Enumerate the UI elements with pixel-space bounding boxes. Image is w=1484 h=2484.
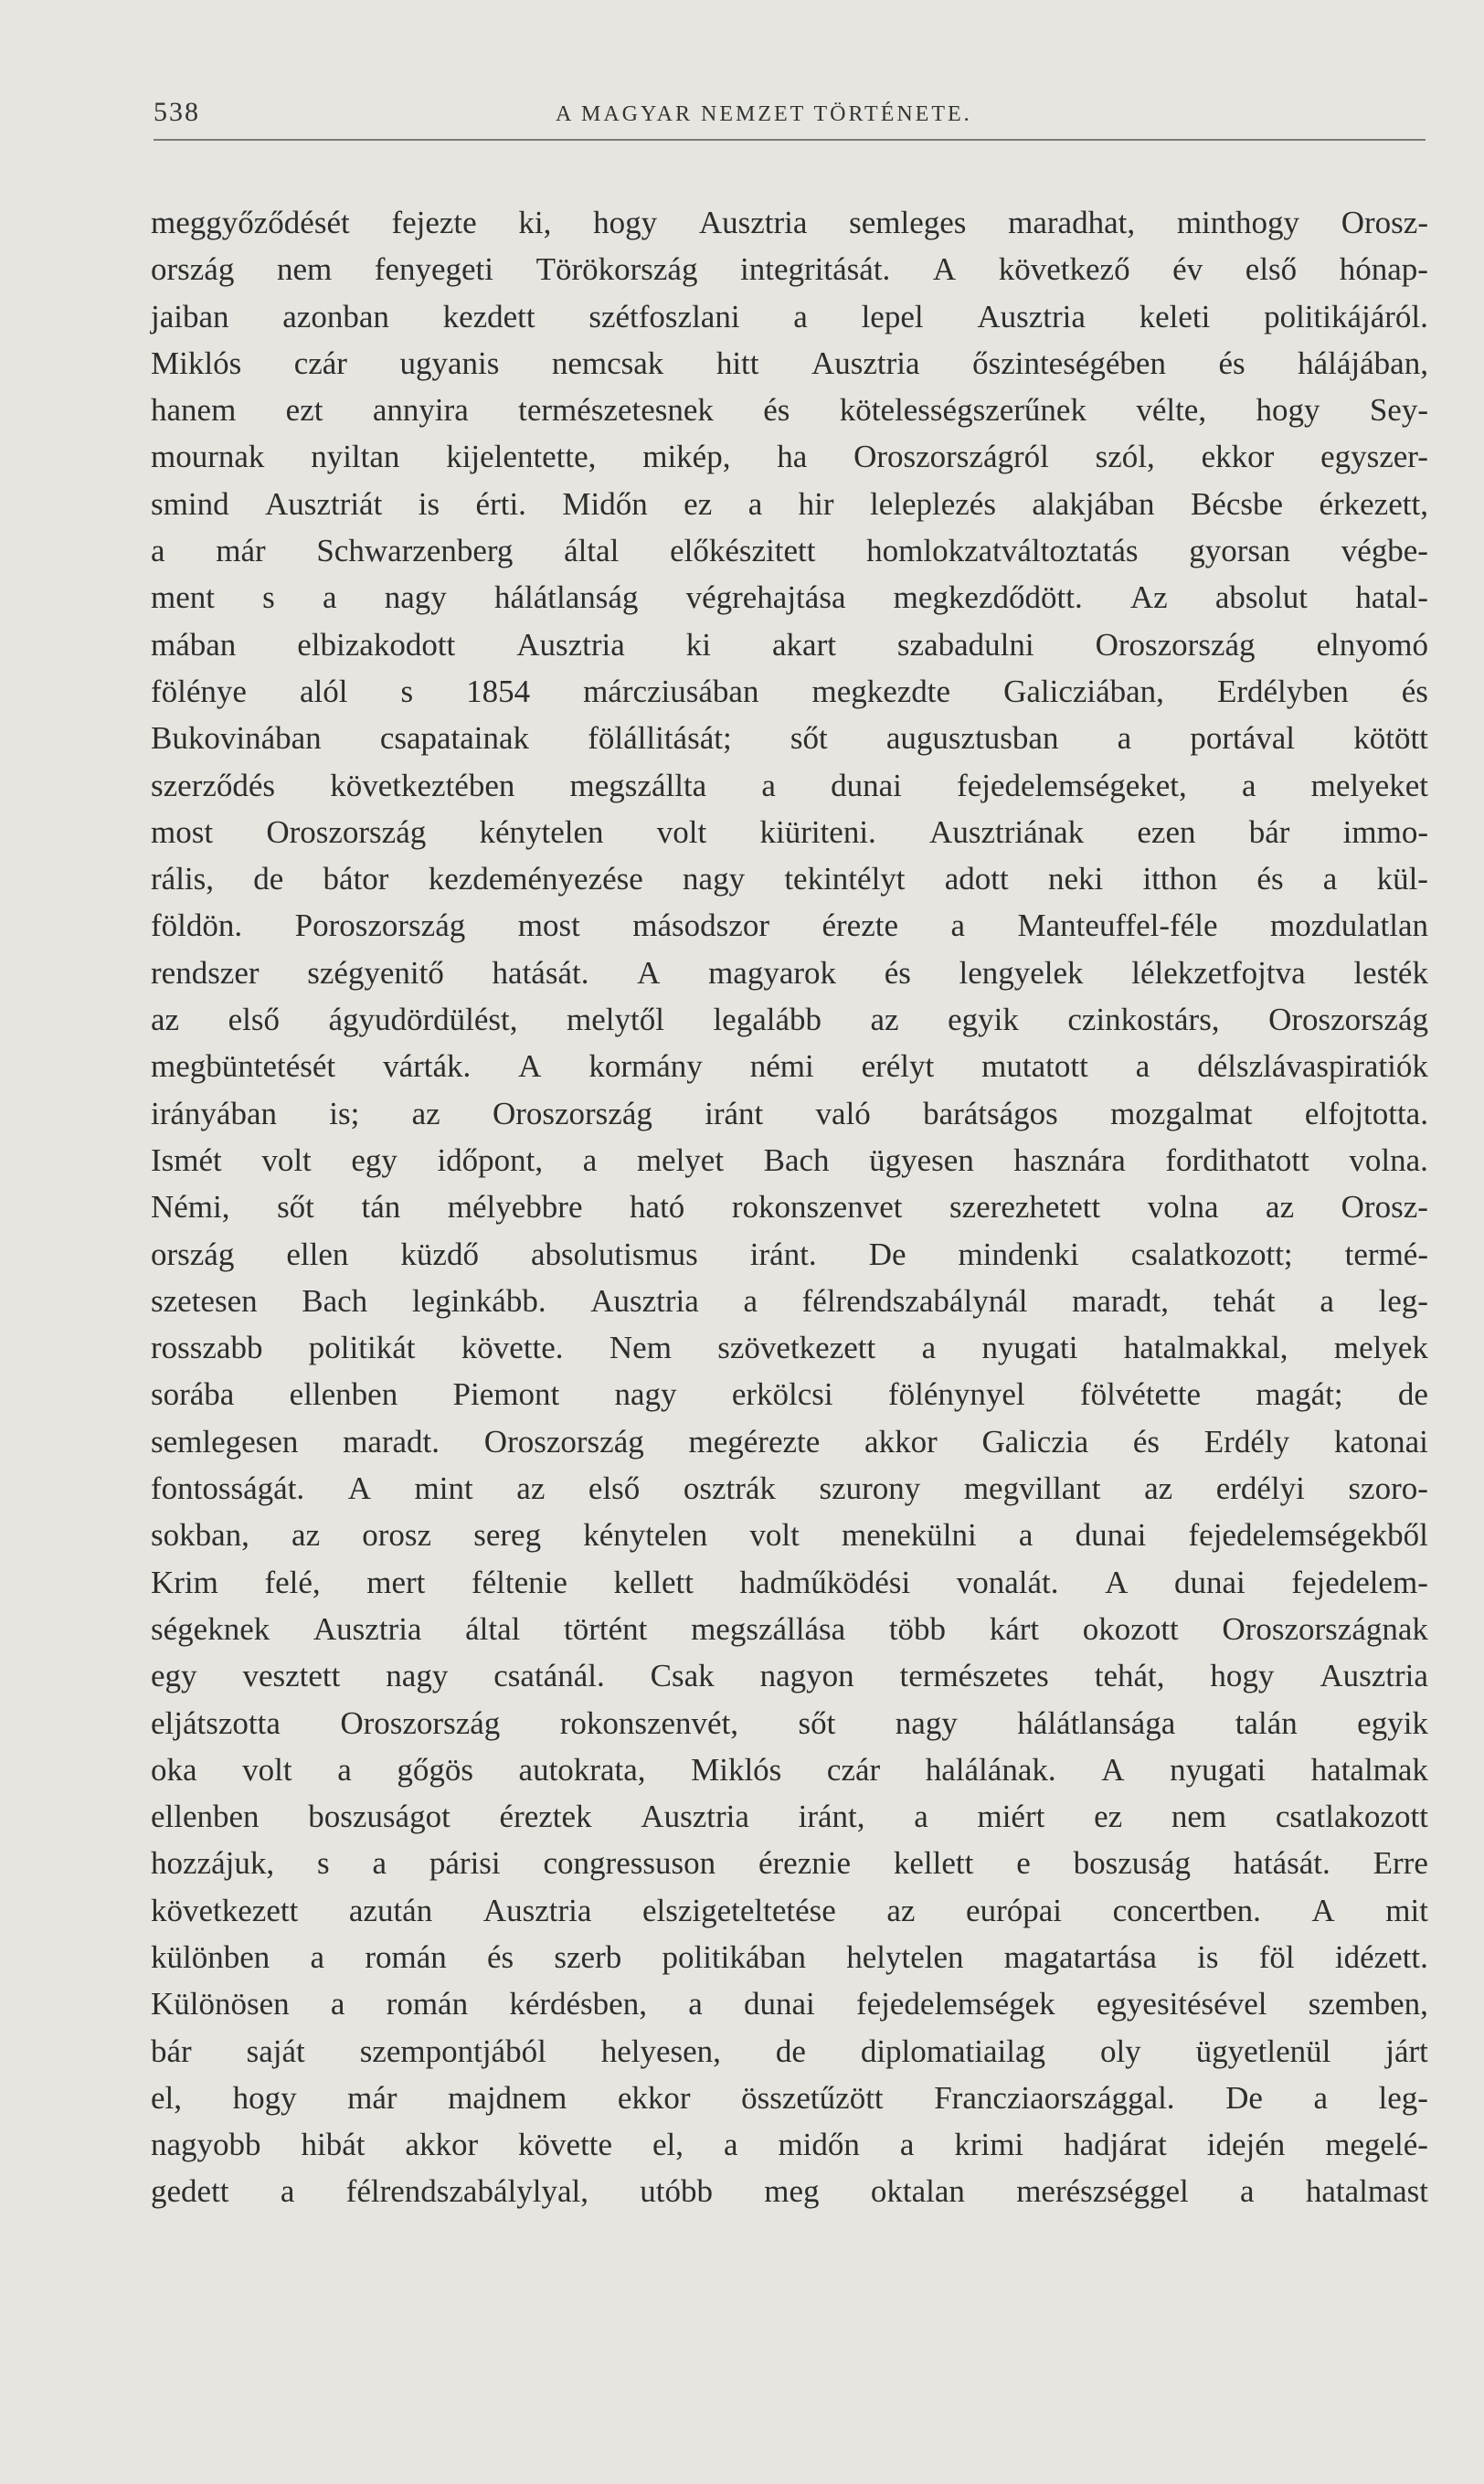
text-line: szerződés következtében megszállta a dunai fejedelemségeket, a melyeket	[151, 767, 1428, 803]
text-line: most Oroszország kénytelen volt kiüriteni. Ausztriának ezen bár immo-	[151, 813, 1428, 850]
text-line: mournak nyiltan kijelentette, mikép, ha Oroszországról szól, ekkor egyszer-	[151, 439, 1428, 475]
text-line: eljátszotta Oroszország rokonszenvét, sőt nagy hálátlansága talán egyik	[151, 1704, 1428, 1741]
text-line: meggyőződését fejezte ki, hogy Ausztria semleges maradhat, minthogy Orosz-	[151, 205, 1428, 240]
text-line: rendszer szégyenitő hatását. A magyarok és lengyelek lélekzetfojtva lesték	[151, 954, 1428, 991]
text-line: smind Ausztriát is érti. Midőn ez a hir leleplezés alakjában Bécsbe érkezett,	[151, 485, 1428, 522]
text-line: rosszabb politikát követte. Nem szövetkezett a nyugati hatalmakkal, melyek	[151, 1330, 1428, 1366]
text-line: Miklós czár ugyanis nemcsak hitt Ausztria őszinteségében és hálájában,	[151, 345, 1428, 381]
text-line: Ismét volt egy időpont, a melyet Bach ügyesen hasznára fordithatott volna.	[151, 1141, 1428, 1178]
text-line: Különösen a román kérdésben, a dunai fejedelemségek egyesitésével szemben,	[151, 1986, 1428, 2022]
text-line: ország ellen küzdő absolutismus iránt. De mindenki csalatkozott; termé-	[151, 1236, 1428, 1272]
text-line: szetesen Bach leginkább. Ausztria a félrendszabálynál maradt, tehát a leg-	[151, 1282, 1428, 1319]
text-line: Krim felé, mert féltenie kellett hadműködési vonalát. A dunai fejedelem-	[151, 1564, 1428, 1600]
text-line: nagyobb hibát akkor követte el, a midőn a krimi hadjárat idején megelé-	[151, 2127, 1428, 2163]
text-line: megbüntetését várták. A kormány némi erélyt mutatott a délszlávaspiratiók	[151, 1048, 1428, 1085]
text-line: fontosságát. A mint az első osztrák szurony megvillant az erdélyi szoro-	[151, 1470, 1428, 1507]
text-line: rális, de bátor kezdeményezése nagy tekintélyt adott neki itthon és a kül-	[151, 861, 1428, 897]
text-line: ellenben boszuságot éreztek Ausztria iránt, a miért ez nem csatlakozott	[151, 1799, 1428, 1835]
text-line: jaiban azonban kezdett szétfoszlani a lepel Ausztria keleti politikájáról.	[151, 298, 1428, 334]
text-line: bár saját szempontjából helyesen, de diplomatiailag oly ügyetlenül járt	[151, 2033, 1428, 2069]
running-head: A MAGYAR NEMZET TÖRTÉNETE.	[556, 102, 972, 126]
text-line: semlegesen maradt. Oroszország megérezte akkor Galiczia és Erdély katonai	[151, 1423, 1428, 1460]
text-line: a már Schwarzenberg által előkészitett homlokzatváltoztatás gyorsan végbe-	[151, 533, 1428, 569]
text-line: hanem ezt annyira természetesnek és kötelességszerűnek vélte, hogy Sey-	[151, 392, 1428, 429]
text-line: irányában is; az Oroszország iránt való barátságos mozgalmat elfojtotta.	[151, 1095, 1428, 1131]
text-line: sorába ellenben Piemont nagy erkölcsi fölénynyel fölvétette magát; de	[151, 1376, 1428, 1413]
text-line: az első ágyudördülést, melytől legalább az egyik czinkostárs, Oroszország	[151, 1002, 1428, 1038]
page-header	[154, 97, 1429, 133]
page-number: 538	[154, 97, 200, 127]
text-line: gedett a félrendszabálylyal, utóbb meg oktalan merészséggel a hatalmast	[151, 2173, 1428, 2210]
text-line: Bukovinában csapatainak fölállitását; sőt augusztusban a portával kötött	[151, 720, 1428, 757]
text-line: oka volt a gőgös autokrata, Miklós czár halálának. A nyugati hatalmak	[151, 1751, 1428, 1788]
text-line: hozzájuk, s a párisi congressuson éreznie kellett e boszuság hatását. Erre	[151, 1845, 1428, 1882]
text-line: ségeknek Ausztria által történt megszállása több kárt okozott Oroszországnak	[151, 1610, 1428, 1647]
text-line: következett azután Ausztria elszigeteltetése az európai concertben. A mit	[151, 1892, 1428, 1928]
header-rule	[154, 139, 1426, 141]
text-line: különben a román és szerb politikában helytelen magatartása is föl idézett.	[151, 1938, 1428, 1975]
text-line: fölénye alól s 1854 márcziusában megkezdte Galicziában, Erdélyben és	[151, 673, 1428, 709]
text-line: el, hogy már majdnem ekkor összetűzött Francziaországgal. De a leg-	[151, 2079, 1428, 2116]
text-line: ment s a nagy hálátlanság végrehajtása megkezdődött. Az absolut hatal-	[151, 579, 1428, 616]
text-line: Némi, sőt tán mélyebbre ható rokonszenvet szerezhetett volna az Orosz-	[151, 1189, 1428, 1226]
text-line: mában elbizakodott Ausztria ki akart szabadulni Oroszország elnyomó	[151, 626, 1428, 663]
text-line: sokban, az orosz sereg kénytelen volt menekülni a dunai fejedelemségekből	[151, 1517, 1428, 1554]
text-line: földön. Poroszország most másodszor érezte a Manteuffel-féle mozdulatlan	[151, 908, 1428, 944]
text-line: ország nem fenyegeti Törökország integritását. A következő év első hónap-	[151, 251, 1428, 288]
body-text	[151, 199, 1428, 2215]
text-line: egy vesztett nagy csatánál. Csak nagyon természetes tehát, hogy Ausztria	[151, 1658, 1428, 1694]
